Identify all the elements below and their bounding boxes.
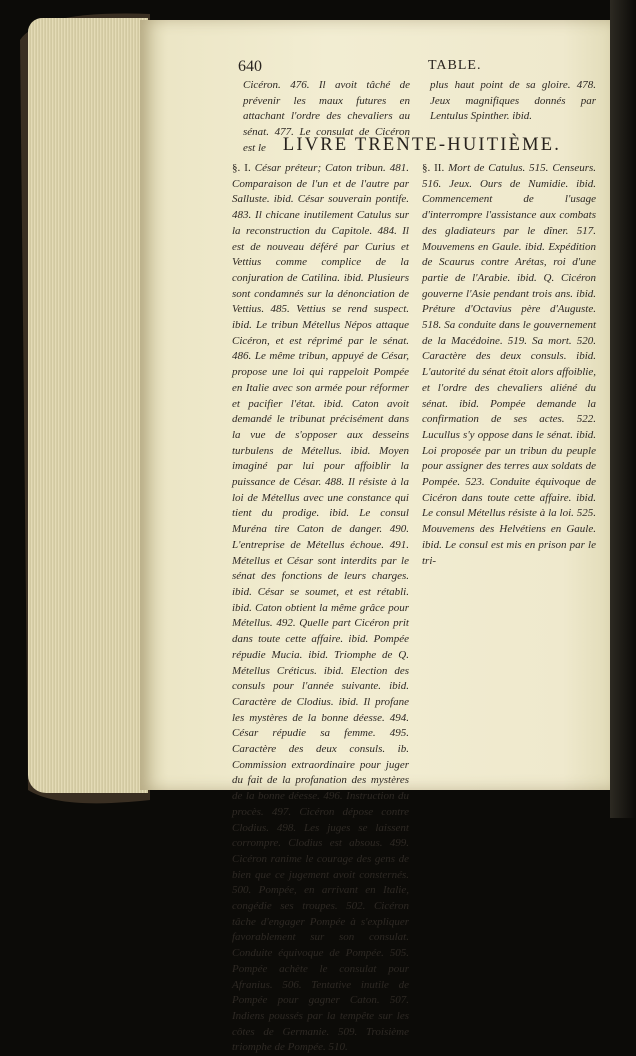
section-two-paragraph <box>422 161 596 569</box>
section-one-paragraph <box>232 161 409 1056</box>
section-one-column <box>232 161 409 1056</box>
page-number: 640 <box>238 58 262 75</box>
continuation-right <box>430 78 596 125</box>
binding-shadow <box>610 0 636 818</box>
section-two-column <box>422 161 596 569</box>
continuation-left-text: Cicéron. 476. Il avoit tâché de prévenir les maux futures en attachant l'ordre des chevaliers au sénat. 477. Le consulat de Cicéron est le <box>243 79 410 154</box>
page-header <box>238 58 602 78</box>
continuation-right-text: plus haut point de sa gloire. 478. Jeux magnifiques donnés par Lentulus Spinther. ibid. <box>430 79 596 123</box>
page-edges-stack <box>28 18 148 793</box>
section-two-text: Mort de Catulus. 515. Censeurs. 516. Jeux. Ours de Numidie. ibid. Commencement de l'usage d'interrompre l'assistance aux combats des gladiateurs par le dîner. 517. Mouvemens en Gaule. ibid. Expédition de Scaurus contre Arétas, roi d'une partie de l'Arabie. ibid. Q. Cicéron gouverne l'Asie pendant trois ans. ibid. Préture d'Octavius père d'Auguste. 518. Sa conduite dans le gouvernement de la Macédoine. 519. Sa mort. 520. Caractère des deux consuls. ibid. L'autorité du sénat étoit alors affoiblie, et l'ordre des chevaliers aliéné du sénat. ibid. Pompée demande la confirmation de ses actes. 522. Lucullus s'y oppose dans le sénat. ibid. Loi proposée par un tribun du peuple pour assigner des terres aux soldats de Pompée. 523. Conduite équivoque de Cicéron dans toute cette affaire. ibid. Le consul Métellus résiste à la loi. 525. Mouvemens des Helvétiens en Gaule. ibid. Le consul est mis en prison par le tri- <box>422 162 597 567</box>
section-one-mark: §. I. <box>232 162 251 174</box>
book-title: LIVRE TRENTE-HUITIÈME. <box>282 135 562 155</box>
running-title: TABLE. <box>428 58 482 73</box>
section-one-text: César préteur; Caton tribun. 481. Comparaison de l'un et de l'autre par Salluste. ibid. César souverain pontife. 483. Il chicane inutilement Catulus sur la reconstruction du Capitole. 484. Il est de nouveau déféré par Curius et Vettius comme complice de la conjuration de Catilina. ibid. Plusieurs sont condamnés sur la dénonciation de Vettius. 485. Vettius se rend suspect. ibid. Le tribun Métellus Népos attaque Cicéron, et est réprimé par le sénat. 486. Le même tribun, appuyé de César, propose une loi qui rappeloit Pompée en Italie avec son armée pour réformer et pacifier l'état. ibid. Caton avoit demandé le tribunat précisément dans la vue de s'opposer aux desseins turbulens de Métellus. ibid. Moyen imaginé par lui pour affoiblir la puissance de César. 488. Il résiste à la loi de Métellus avec une constance qui tient du prodige. ibid. Le consul Muréna tire Caton de danger. 490. L'entreprise de Métellus échoue. 491. Métellus et César sont interdits par le sénat des fonctions de leurs charges. ibid. César se soumet, et est rétabli. ibid. Caton obtient la même grâce pour Métellus. 492. Quelle part Cicéron prit dans toute cette affaire. ibid. Pompée répudie Mucia. ibid. Triomphe de Q. Métellus Créticus. ibid. Election des consuls pour l'année suivante. ibid. Caractère de Clodius. ibid. Il profane les mystères de la bonne déesse. 494. César répudie sa femme. 495. Caractère des deux consuls. ib. Commission extraordinaire pour juger du fait de la profanation des mystères de la bonne déesse. 496. Instruction du procès. 497. Cicéron dépose contre Clodius. 498. Les juges se laissent corrompre. Clodius est absous. 499. Cicéron ranime le courage des gens de bien que ce jugement avoit consternés. 500. Pompée, en arrivant en Italie, congédie ses troupes. 502. Cicéron tâche d'engager Pompée à s'expliquer favorablement sur son consulat. Conduite équivoque de Pompée. 505. Pompée achète le consulat pour Afranius. 506. Tentative inutile de Pompée pour gagner Caton. 507. Indiens poussés par la tempête sur les côtes de Germanie. 509. Troisième triomphe de Pompée. 510. <box>232 162 409 1054</box>
section-two-mark: §. II. <box>422 162 445 174</box>
